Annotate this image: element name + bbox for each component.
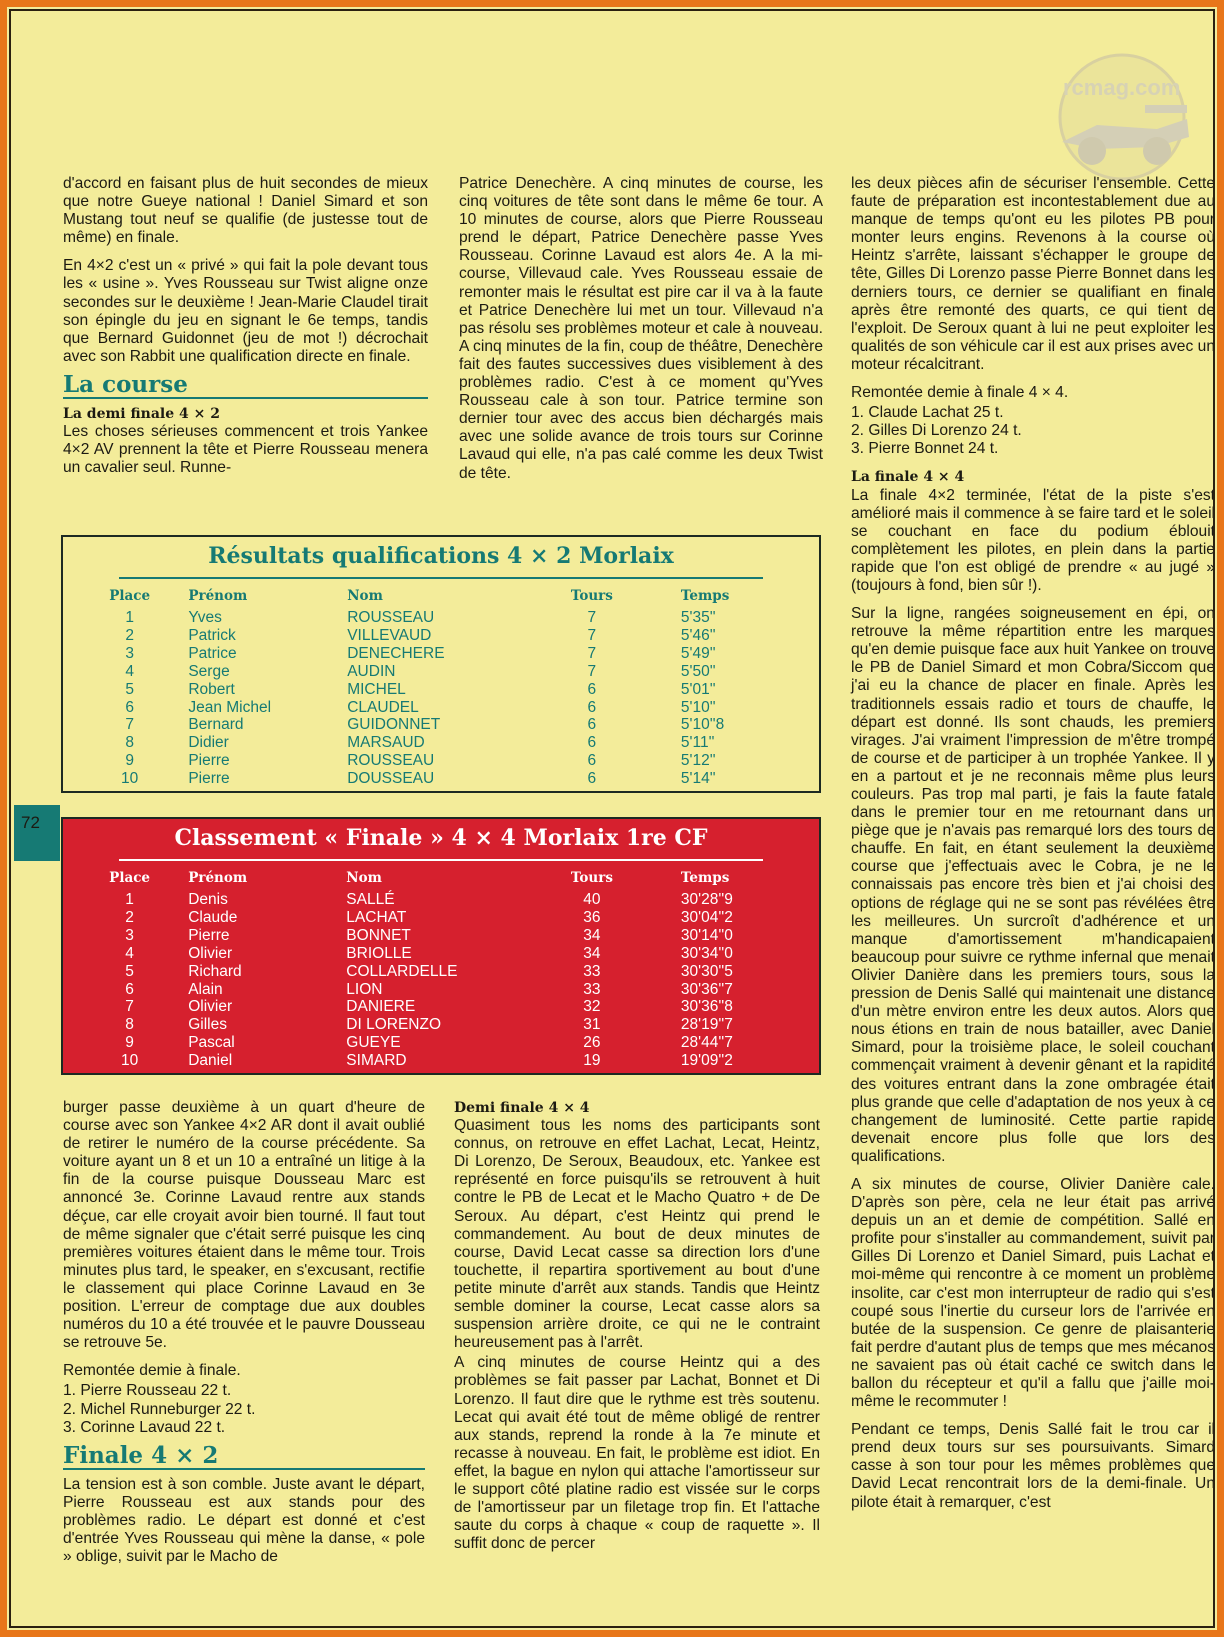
column-header: Nom [346,870,382,886]
qualifications-table-box [61,535,821,793]
table-cell: 10 [120,1052,139,1070]
table-cell: 28'44''7 [680,1034,733,1052]
table-cell: 6 [587,770,597,788]
table-cell: 7 [125,998,134,1016]
column-5 [454,1099,820,1563]
table-cell: Alain [188,980,223,998]
table-cell: 7 [587,609,597,626]
table-header-row [101,865,791,891]
table-cell: 5'10''8 [680,716,725,734]
table-cell: 7 [587,626,597,644]
table-row [101,609,791,627]
list-item: 2. Michel Runneburger 22 t. [63,1400,256,1418]
table-cell: DI LORENZO [346,1016,442,1034]
table-cell: Didier [188,734,229,752]
remontee-label: Remontée demie à finale 4 × 4. [851,384,1069,402]
table-cell: 9 [125,752,134,770]
table-cell: 10 [121,770,139,788]
table-cell: 26 [583,1034,601,1052]
table-cell: 32 [583,998,601,1016]
table-cell: Gilles [188,1016,227,1034]
table-cell: Pascal [188,1034,235,1052]
table-cell: 34 [583,926,601,944]
table-cell: Bernard [188,716,244,734]
table-cell: Olivier [188,944,233,962]
table-cell: BONNET [346,926,411,944]
table-row [101,681,791,699]
table-cell: 30'14''0 [680,926,733,944]
table-cell: 4 [125,944,134,962]
table-row [101,663,791,681]
column-header: Temps [680,870,730,886]
table-row [101,998,791,1016]
table-cell: Claude [188,908,238,926]
table-cell: MICHEL [347,680,406,698]
table-cell: 36 [583,908,601,926]
table-cell: 5'11'' [680,734,715,752]
table-header-row [101,583,791,609]
table-cell: GUIDONNET [347,716,441,734]
table-cell: 34 [583,944,601,962]
table-row [101,627,791,645]
table-cell: 2 [125,626,134,644]
table-cell: 30'36''8 [680,998,733,1016]
table-cell: DENECHERE [347,644,445,662]
table-cell: SALLÉ [346,891,395,908]
paragraph: les deux pièces afin de sécuriser l'ensemble. Cette faute de préparation est incontestablement due au manque de temps qu'ont eu les pilotes PB pour monter leurs engins. Revenons à la course où Heintz s'arrête, laissant s'échapper le groupe de tête, Gilles Di Lorenzo passe Pierre Bonnet dans les derniers tours, ce dernier se qualifiant en finale après être remonté des quarts, ce qui tient de l'exploit. De Seroux quant à lui ne peut exploiter les qualités de son véhicule car il est aux prises avec un moteur récalcitrant. [851,175,1215,373]
table-cell: 3 [125,644,134,662]
table-cell: Pierre [188,770,230,788]
paragraph: Sur la ligne, rangées soigneusement en épi, on retrouve la même répartition entre les marques qu'en demie puisque face aux huit Yankee on trouve le PB de Daniel Simard et mon Cobra/Siccom que j'ai eu la chance de placer en finale. Après les traditionnels essais radio et tours de chauffe, le départ est donné. Ils sont chauds, les premiers virages. J'ai vraiment l'impression de m'être trompé de course et de participer à un trophée Yankee. Il y en a partout et je ne reconnais même plus leurs couleurs. Pas trop mal parti, je fais la faute fatale dans le premier tour en me retournant dans un piège que je n'avais pas remarqué lors des tours de chauffe. En fait, en étant seulement la deuxième course que j'effectuais avec le Cobra, je ne le connaissais pas encore très bien et j'ai choisi des options de réglage qui ne se sont pas révélées être les meilleures. Un surcroît d'adhérence et un manque d'amortissement m'handicapaient beaucoup pour suivre ce rythme infernal que menait Olivier Danière dans les premiers tours, sous la pression de Denis Sallé qui maintenait une distance d'un mètre environ entre les deux autos. Alors que nous étions en train de nous batailler, avec Daniel Simard, pour la troisième place, le soleil couchant commençait vraiment à devenir gênant et la rapidité des voitures entrant dans la zone ombragée était plus grande que celle d'adaptation de nos yeux à ce changement de luminosité. Cette partie rapide devenait encore plus folle que lors des qualifications. [851,605,1215,1165]
heading-la-course: La course [63,376,428,399]
table-row [101,770,791,788]
column-header: Place [109,870,151,886]
title-rule [119,859,763,861]
subheading-demi-finale-4x4: Demi finale 4 × 4 [454,1100,590,1116]
table-cell: AUDIN [347,662,396,680]
table-cell: 30'30''5 [680,962,733,980]
table-cell: 6 [125,698,134,716]
table-cell: 3 [125,926,134,944]
table-cell: 5'14'' [680,770,716,788]
paragraph: A cinq minutes de course Heintz qui a des problèmes se fait passer par Lachat, Bonnet et Di Lorenzo. Il faut dire que le rythme est très soutenu. Lecat qui avait été tout de même obligé de rentrer aux stands, reprend la ronde à la 7e minute et recasse à nouveau. En fait, le problème est idiot. En effet, la bague en nylon qui attache l'amortisseur sur le support côté platine radio est vissée sur le corps de l'amortisseur par un filetage trop fin. Et l'attache saute du corps à chaque « coup de raquette ». Il suffit donc de percer [454,1354,820,1553]
paragraph: d'accord en faisant plus de huit secondes de mieux que notre Gueye national ! Daniel Simard et son Mustang tout neuf se qualifie (de justesse tout de même) en finale. [63,175,428,247]
list-item: 3. Corinne Lavaud 22 t. [63,1418,226,1436]
table-cell: LACHAT [346,908,407,926]
paragraph: En 4×2 c'est un « privé » qui fait la pole devant tous les « usine ». Yves Rousseau sur Twist aligne onze secondes sur le deuxième ! Jean-Marie Claudel tirait son épingle du jeu en signant le 6e temps, tandis que Bernard Guidonnet (jeu de mot !) décrochait avec son Rabbit une qualification directe en finale. [63,257,428,365]
paragraph: Les choses sérieuses commencent et trois Yankee 4×2 AV prennent la tête et Pierre Rousseau menera un cavalier seul. Runne- [63,423,428,477]
table-row [101,909,791,927]
table-cell: DOUSSEAU [347,770,435,788]
title-rule [119,577,763,579]
table-cell: 5'49'' [680,644,716,662]
table-cell: Serge [188,662,230,680]
table-cell: 5'50'' [680,662,716,680]
rcmag-logo-badge [1037,47,1207,182]
table-row [101,927,791,945]
paragraph: La tension est à son comble. Juste avant le départ, Pierre Rousseau est aux stands pour des problèmes radio. Le départ est donné et c'est d'entrée Yves Rousseau qui mène la danse, « pole » oblige, suivit par le Macho de [63,1475,425,1566]
table-cell: 6 [125,980,134,998]
table-cell: CLAUDEL [347,698,419,716]
table-cell: 31 [583,1016,601,1034]
table-cell: 5 [125,680,134,698]
table-cell: 4 [125,662,134,680]
list-item: 2. Gilles Di Lorenzo 24 t. [851,422,1022,440]
table-cell: BRIOLLE [346,944,412,962]
list-item: 3. Pierre Bonnet 24 t. [851,440,999,458]
table-cell: Pierre [188,926,230,944]
table-cell: 5'46'' [680,626,716,644]
table-cell: Jean Michel [188,698,272,716]
table-cell: Pierre [188,752,230,770]
remontee-list [851,404,1215,458]
table-cell: GUEYE [346,1034,401,1052]
column-header: Prénom [188,870,248,886]
table-row [101,1016,791,1034]
heading-finale-4x2: Finale 4 × 2 [63,1447,425,1470]
qualifications-table-title: Résultats qualifications 4 × 2 Morlaix [208,543,674,569]
table-row [101,752,791,770]
table-cell: Patrick [188,626,236,644]
column-3 [851,175,1215,1522]
table-cell: Daniel [188,1052,233,1070]
column-header: Place [109,588,151,604]
paragraph: La finale 4×2 terminée, l'état de la piste s'est amélioré mais il commence à se faire tard et le soleil se couchant en face du podium éblouit complètement les pilotes, en plein dans la partie rapide que l'on est obligé de prendre « au jugé » (toujours à fond, bien sûr !). [851,486,1215,594]
table-cell: 2 [125,908,134,926]
column-4 [63,1099,425,1576]
table-cell: 6 [587,680,597,698]
table-cell: Patrice [188,644,237,662]
table-cell: 6 [587,716,597,734]
table-cell: 1 [125,891,134,908]
subheading-demi-finale-4x2: La demi finale 4 × 2 [63,406,220,423]
paragraph: Pendant ce temps, Denis Sallé fait le trou car il prend deux tours sur ses poursuivants. Simard casse à son tour pour les mêmes problèmes que David Lecat rencontrait lors de la demi-finale. Un pilote était à remarquer, c'est [851,1421,1215,1511]
finale-table-title: Classement « Finale » 4 × 4 Morlaix 1re CF [174,825,708,851]
table-cell: 8 [125,734,134,752]
table-cell: 5'12'' [680,752,716,770]
list-item: 1. Pierre Rousseau 22 t. [63,1382,232,1400]
subheading-finale-4x4: La finale 4 × 4 [851,469,965,486]
table-cell: DANIERE [346,998,416,1016]
table-cell: 33 [583,962,601,980]
table-cell: 30'36''7 [680,980,733,998]
table-cell: 6 [587,698,597,716]
table-row [101,981,791,999]
table-cell: 8 [125,1016,134,1034]
table-cell: 5'35'' [680,609,716,626]
table-row [101,891,791,909]
table-cell: 5 [125,962,134,980]
table-cell: 30'34''0 [680,944,733,962]
table-row [101,734,791,752]
table-cell: Olivier [188,998,233,1016]
page-number: 72 [21,813,40,832]
table-row [101,645,791,663]
remontee-label: Remontée demie à finale. [63,1362,241,1380]
table-cell: MARSAUD [347,734,425,752]
column-header: Temps [680,588,730,604]
table-cell: 19'09''2 [680,1052,733,1070]
table-cell: Yves [188,609,222,626]
table-cell: 1 [125,609,134,626]
remontee-list [63,1382,425,1436]
table-cell: Richard [188,962,242,980]
table-row [101,699,791,717]
paragraph: Patrice Denechère. A cinq minutes de course, les cinq voitures de tête sont dans le même 6e tour. A 10 minutes de course, alors que Pierre Rousseau prend le départ, Patrice Denechère passe Yves Rousseau. Corinne Lavaud est alors 4e. A la mi-course, Villevaud cale. Yves Rousseau essaie de remonter mais le résultat est pire car il va à la faute et Patrice Denechère lui met un tour. Villevaud n'a pas résolu ses problèmes moteur et cale à nouveau. A cinq minutes de la fin, coup de théâtre, Denechère fait des fautes successives dues visiblement à des problèmes radio. C'est à ce moment qu'Yves Rousseau cale à son tour. Patrice termine son dernier tour avec des accus bien déchargés mais avec une solide avance de trois tours sur Corinne Lavaud qui elle, n'a pas calé comme les deux Twist de tête. [459,175,823,482]
column-2 [459,175,823,493]
paragraph: burger passe deuxième à un quart d'heure de course avec son Yankee 4×2 AR dont il avait oublié de retirer le numéro de la course précédente. Sa voiture ayant un 8 et un 10 a entraîné un litige à la fin de la course puisque Dousseau Marc est annoncé 3e. Corinne Lavaud rentre aux stands déçue, car elle croyait avoir bien tourné. Il faut tout de même signaler que c'était serré puisque les cinq premières voitures étaient dans le même tour. Trois minutes plus tard, le speaker, en s'excusant, rectifie le classement qui place Corinne Lavaud en 3e position. L'erreur de comptage due aux doubles numéros du 10 a été trouvée et le pauvre Dousseau se retrouve 5e. [63,1099,425,1352]
table-cell: 40 [583,891,601,908]
table-cell: SIMARD [346,1052,407,1070]
table-cell: 7 [587,644,597,662]
paragraph: Quasiment tous les noms des participants sont connus, on retrouve en effet Lachat, Lecat, Heintz, Di Lorenzo, De Seroux, Beaudoux, etc. Yankee est représenté en force puisqu'ils se retrouvent à huit contre le PB de Lecat et le Macho Quatro + de De Seroux. Au départ, c'est Heintz qui prend le commandement. Au bout de deux minutes de course, David Lecat casse sa direction lors d'une touchette, il repartira sportivement au bout d'une petite minute d'arrêt aux stands. Tandis que Heintz semble dominer la course, Lecat casse alors sa suspension arrière droite, ce qui ne le contraint heureusement pas à l'arrêt. [454,1117,820,1352]
table-cell: 6 [587,734,597,752]
table-cell: Denis [188,891,228,908]
table-cell: 9 [125,1034,134,1052]
column-header: Prénom [188,588,248,604]
table-row [101,1052,791,1070]
table-cell: 5'10'' [680,698,716,716]
table-cell: 19 [583,1052,601,1070]
table-row [101,963,791,981]
table-cell: ROUSSEAU [347,752,435,770]
table-row [101,945,791,963]
paragraph: A six minutes de course, Olivier Danière cale. D'après son père, cela ne leur était pas arrivé depuis un an et demie de compétition. Sallé en profite pour s'installer au commandement, suivit par Gilles Di Lorenzo et Daniel Simard, puis Lachat et moi-même qui rencontre à ce moment un problème insolite, car c'est mon interrupteur de radio qui s'est coupé sous l'inertie du curseur lors de l'arrivée en butée de la suspension. Ce genre de plaisanterie fait perdre d'autant plus de temps que mes mécanos ne savaient pas où était caché ce switch dans le ballon du récepteur et qu'il a fallu que j'aille moi-même le recommuter ! [851,1175,1215,1411]
table-cell: LION [346,980,383,998]
table-row [101,1034,791,1052]
table-cell: ROUSSEAU [347,609,435,626]
table-cell: 28'19''7 [680,1016,733,1034]
table-cell: VILLEVAUD [347,626,432,644]
table-cell: Robert [188,680,235,698]
table-row [101,716,791,734]
table-cell: 7 [125,716,134,734]
table-cell: COLLARDELLE [346,962,458,980]
finale-table [101,865,791,1070]
column-header: Nom [347,588,383,604]
qualifications-table [101,583,791,788]
column-header: Tours [570,870,613,886]
table-cell: 6 [587,752,597,770]
list-item: 1. Claude Lachat 25 t. [851,404,1004,422]
finale-table-box [61,817,821,1075]
column-header: Tours [570,588,613,604]
table-cell: 33 [583,980,601,998]
table-cell: 30'28''9 [680,891,733,908]
table-cell: 7 [587,662,597,680]
column-1 [63,175,428,487]
logo-text: rcmag.com [1063,75,1181,100]
table-cell: 5'01'' [680,680,716,698]
table-cell: 30'04''2 [680,908,733,926]
